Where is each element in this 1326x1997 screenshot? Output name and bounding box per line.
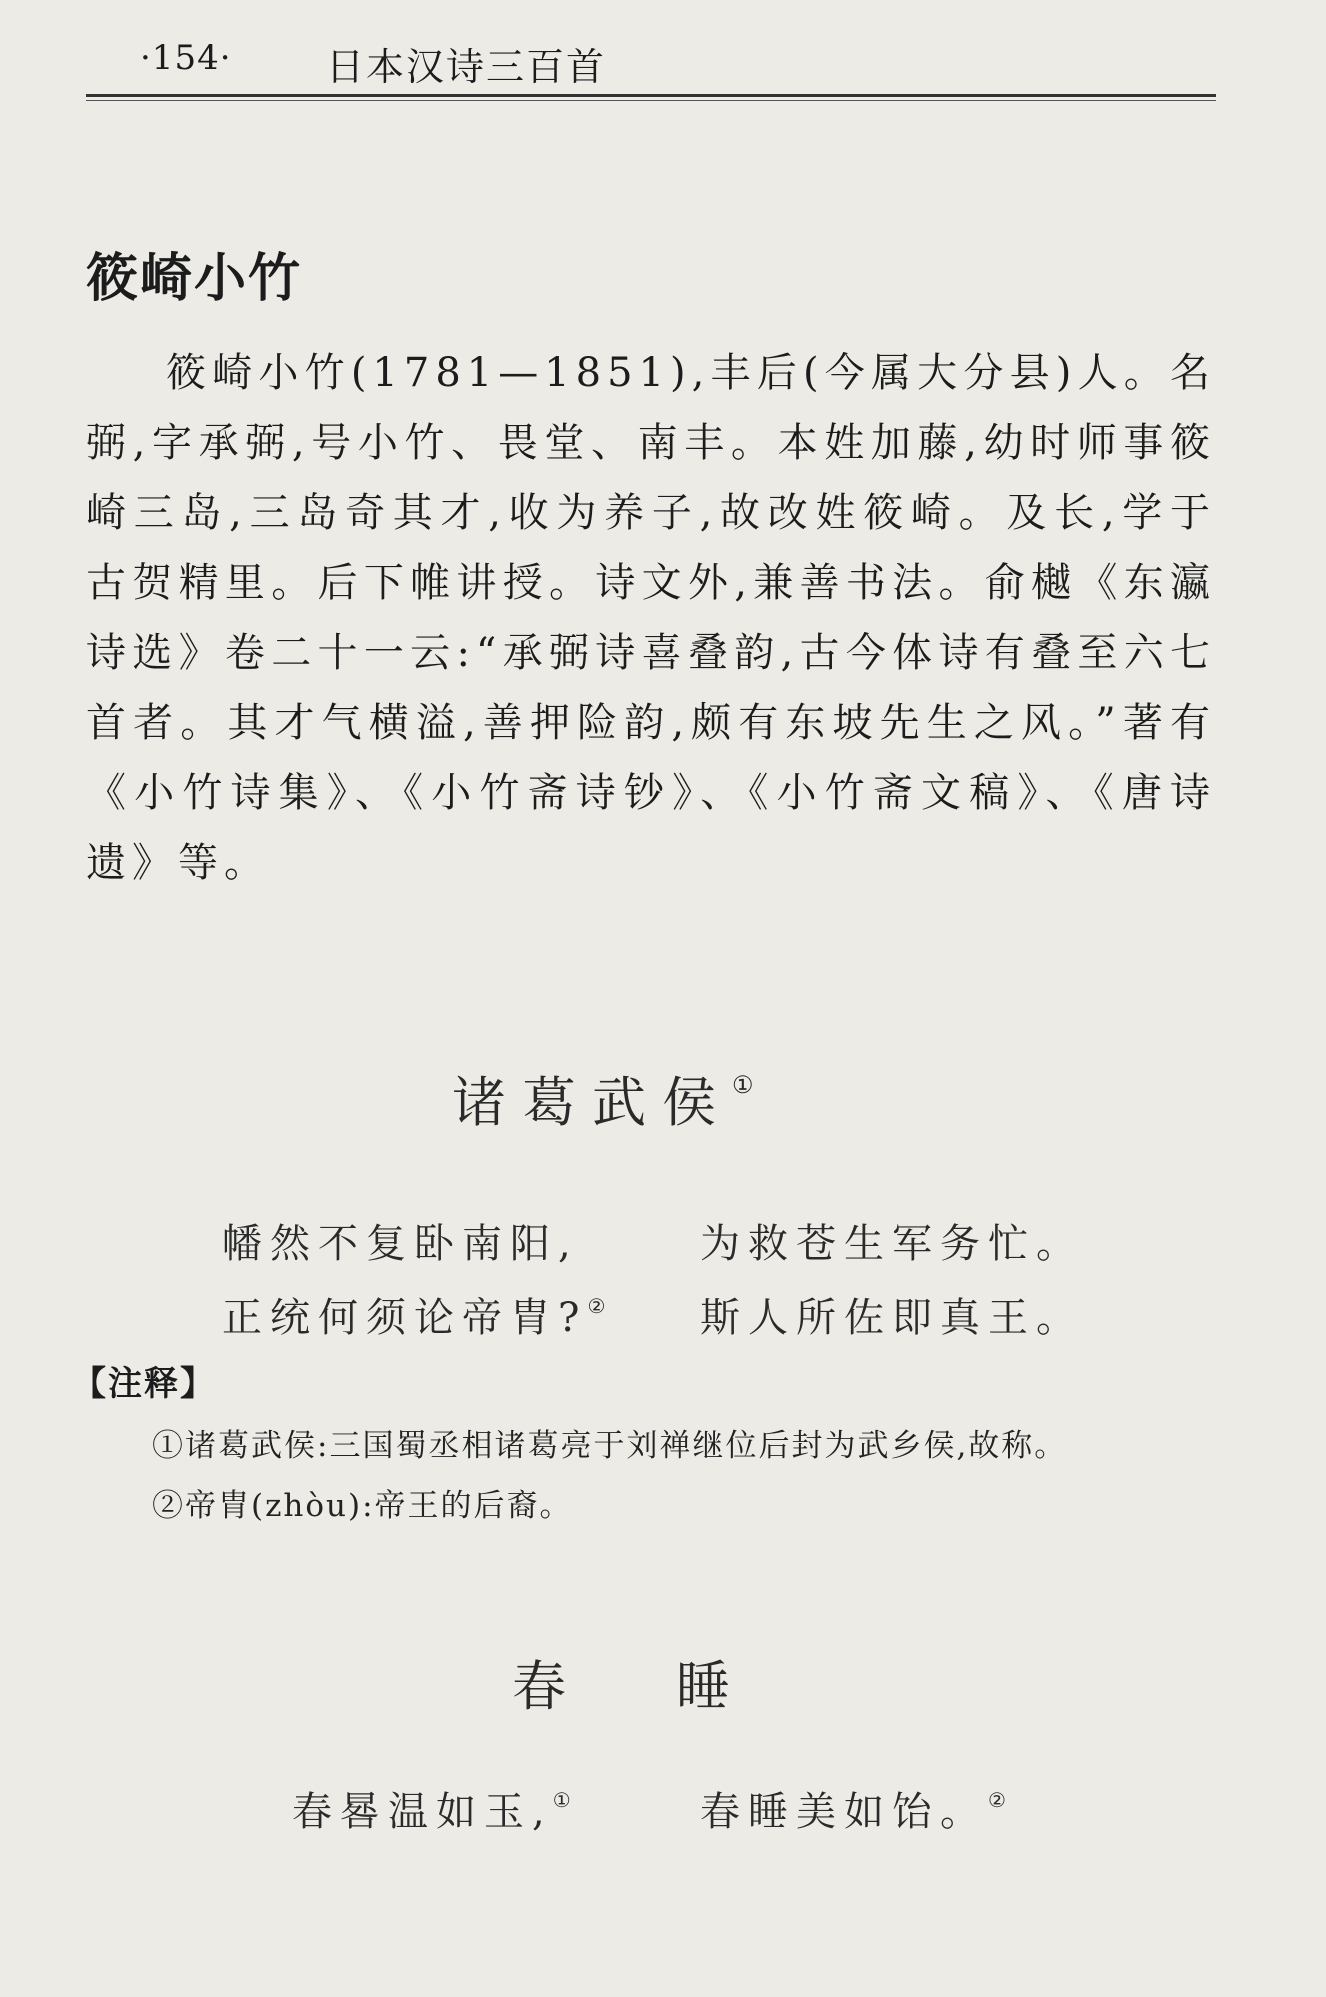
poem-title-chun-shui: 春睡	[512, 1655, 840, 1718]
footnote-marker: ①	[732, 1071, 754, 1099]
author-bio	[86, 338, 1216, 898]
poem-title-zhuge-wuhou	[452, 1060, 754, 1137]
note-item: ②帝胄(zhòu):帝王的后裔。	[152, 1488, 573, 1524]
poem-line: 幡然不复卧南阳,	[222, 1221, 579, 1267]
page-number: ·154·	[140, 38, 232, 78]
poem-line: 斯人所佐即真王。	[700, 1295, 1084, 1341]
footnote-marker: ①	[552, 1788, 571, 1812]
poem-line-text: 春睡美如饴。	[700, 1789, 988, 1835]
page-header	[86, 30, 1216, 90]
footnote-marker: ②	[988, 1788, 1006, 1812]
footnote-marker: ②	[587, 1294, 606, 1318]
note-item: ①诸葛武侯:三国蜀丞相诸葛亮于刘禅继位后封为武乡侯,故称。	[152, 1428, 1068, 1464]
header-rule	[86, 94, 1216, 101]
poem-line-text: 正统何须论帝胄?	[222, 1295, 588, 1341]
poem-line-text: 春晷温如玉,	[292, 1789, 553, 1835]
author-bio-text: 筱崎小竹(1781—1851),丰后(今属大分县)人。名弼,字承弼,号小竹、畏堂、南丰。本姓加藤,幼时师事筱崎三岛,三岛奇其才,收为养子,故改姓筱崎。及长,学于古贺精里。后下帷讲授。诗文外,兼善书法。俞樾《东瀛诗选》卷二十一云:“承弼诗喜叠韵,古今体诗有叠至六七首者。其才气横溢,善押险韵,颇有东坡先生之风。”著有《小竹诗集》、《小竹斋诗钞》、《小竹斋文稿》、《唐诗遗》等。	[86, 350, 1216, 886]
poem-title-text: 诸葛武侯	[452, 1071, 732, 1134]
book-title: 日本汉诗三百首	[326, 45, 607, 89]
poem-line	[222, 1286, 605, 1343]
poem-line: 为救苍生军务忙。	[700, 1221, 1084, 1267]
poem-line	[292, 1780, 571, 1837]
notes-label: 【注释】	[72, 1364, 216, 1404]
author-heading: 筱崎小竹	[86, 249, 303, 309]
poem-line	[700, 1780, 1006, 1837]
